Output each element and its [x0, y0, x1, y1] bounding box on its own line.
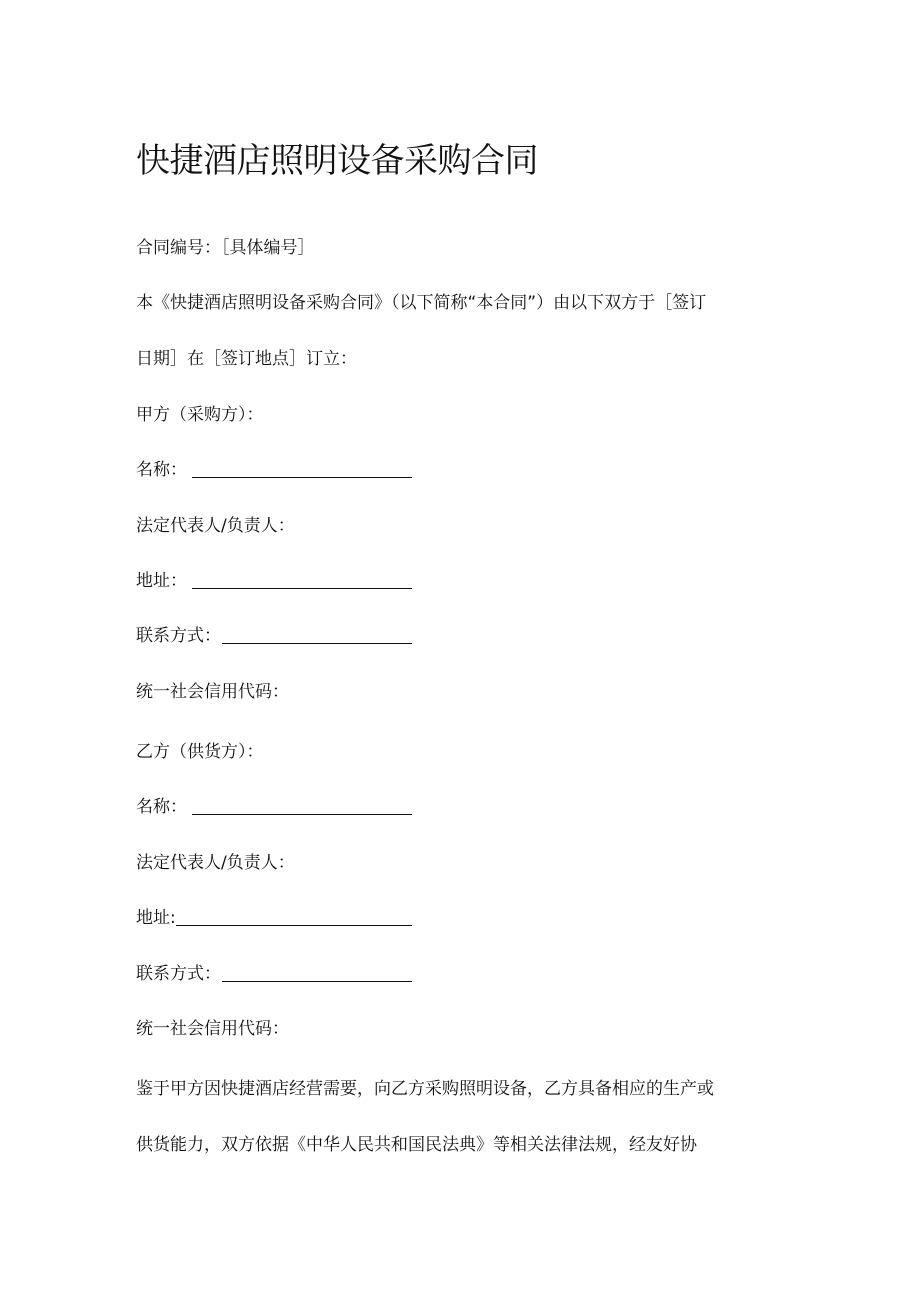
party-a-contact-blank[interactable] [222, 643, 412, 644]
party-a-contact-label: 联系方式： [136, 626, 221, 646]
party-b-representative-label: 法定代表人/负责人： [136, 853, 295, 873]
party-b-contact-label: 联系方式： [136, 964, 221, 984]
party-b-address-blank[interactable] [176, 925, 412, 926]
party-b-name-label: 名称： [136, 797, 187, 817]
party-b-heading: 乙方（供货方）： [136, 742, 264, 762]
party-a-representative-label: 法定代表人/负责人： [136, 516, 295, 536]
recital-line-1: 鉴于甲方因快捷酒店经营需要，向乙方采购照明设备，乙方具备相应的生产或 [136, 1079, 714, 1099]
party-a-name-label: 名称： [136, 460, 187, 480]
party-a-address-blank[interactable] [192, 588, 412, 589]
party-a-name-blank[interactable] [192, 477, 412, 478]
party-b-name-blank[interactable] [192, 814, 412, 815]
party-a-credit-code-label: 统一社会信用代码： [136, 682, 289, 702]
document-title: 快捷酒店照明设备采购合同 [136, 141, 538, 181]
party-b-credit-code-label: 统一社会信用代码： [136, 1019, 289, 1039]
contract-number: 合同编号：［具体编号］ [136, 238, 315, 258]
party-b-address-label: 地址: [136, 908, 176, 928]
intro-line-2: 日期］在［签订地点］订立： [136, 349, 357, 369]
party-a-address-label: 地址： [136, 571, 187, 591]
recital-line-2: 供货能力，双方依据《中华人民共和国民法典》等相关法律法规，经友好协 [136, 1135, 697, 1155]
party-b-contact-blank[interactable] [222, 981, 412, 982]
intro-line-1: 本《快捷酒店照明设备采购合同》（以下简称“本合同”）由以下双方于［签订 [136, 293, 707, 313]
party-a-heading: 甲方（采购方）： [136, 405, 264, 425]
